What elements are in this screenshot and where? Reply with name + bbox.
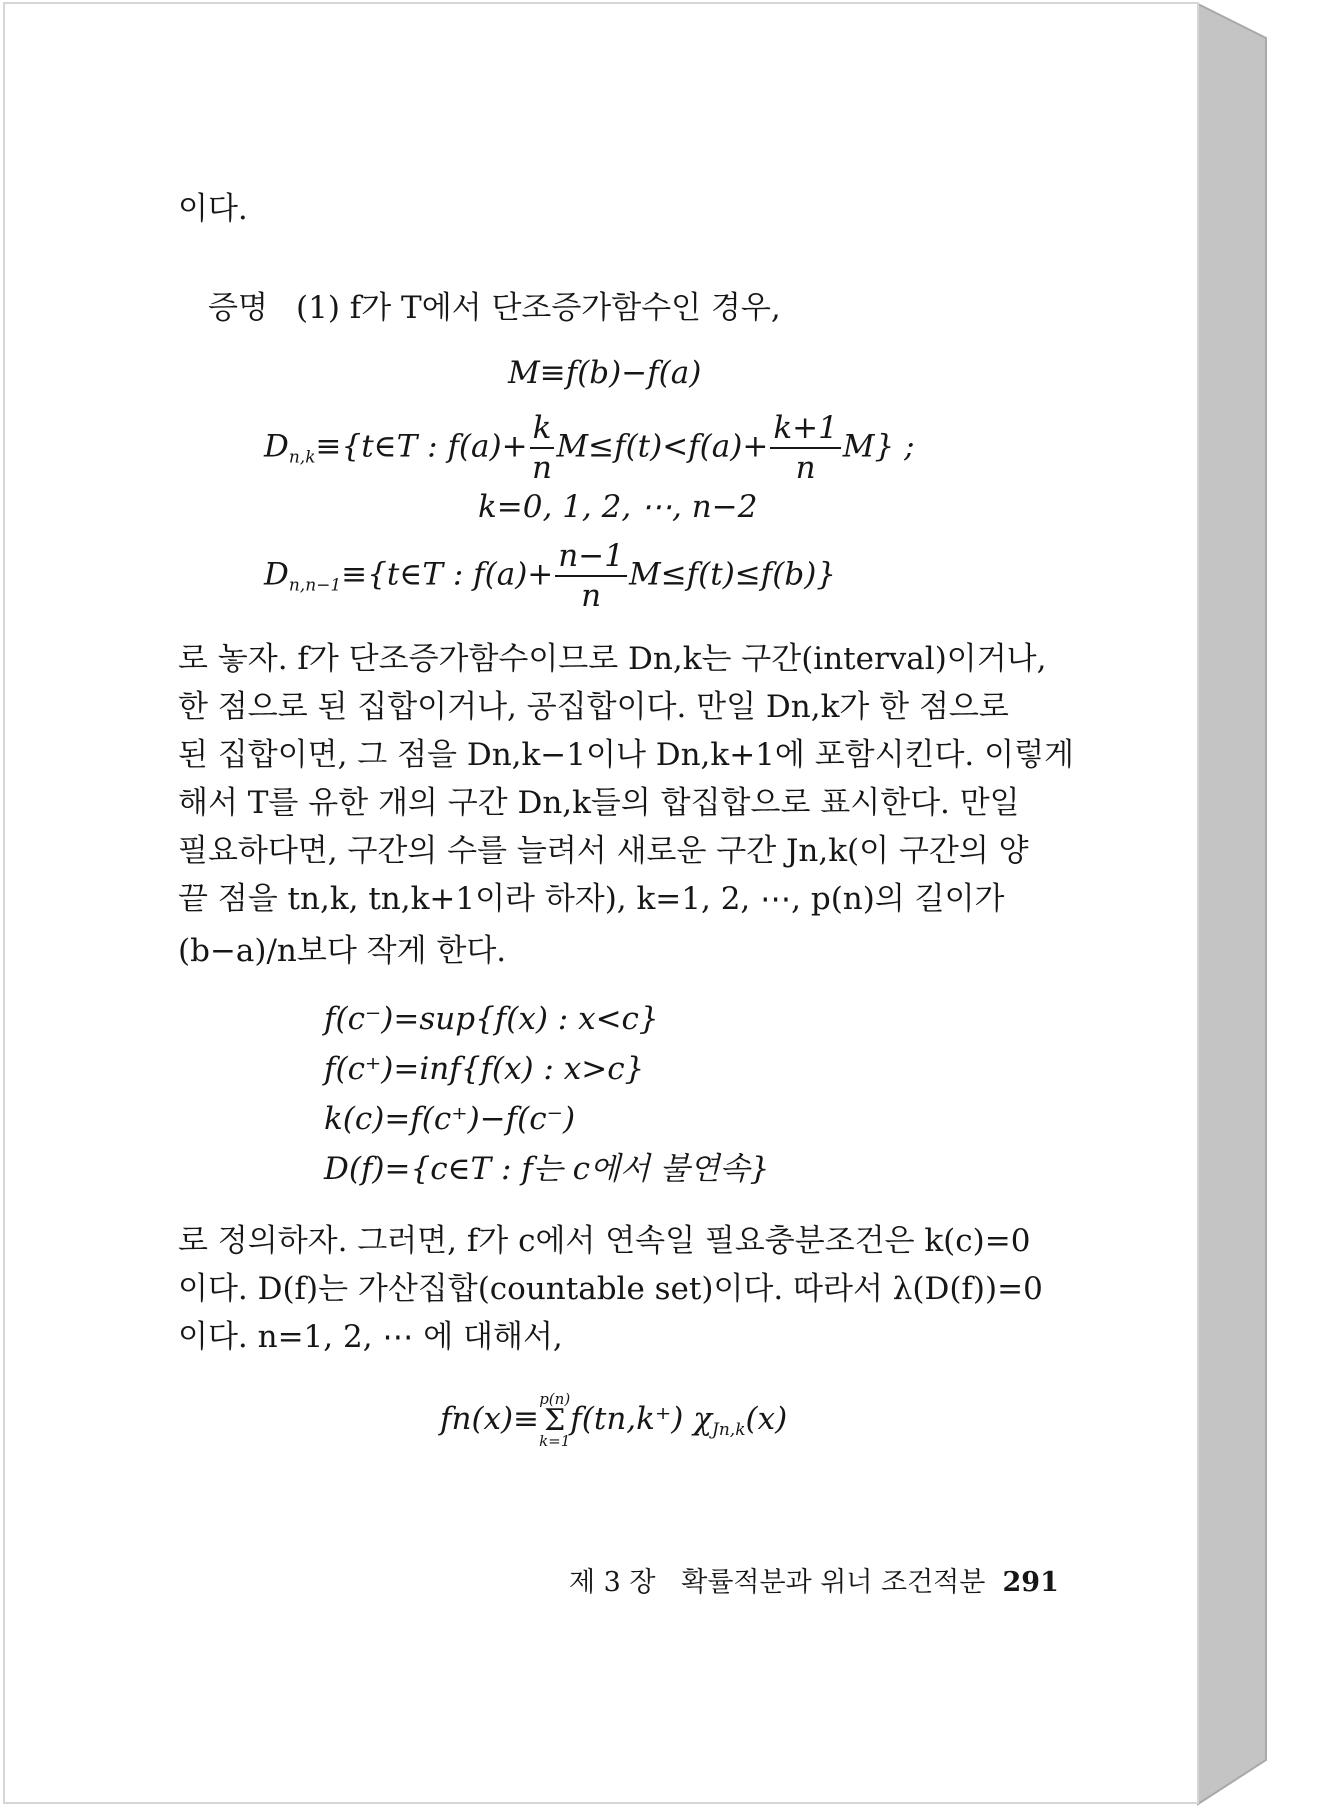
proof-label: 증명 [208,290,268,326]
proof-case-1: (1) f가 T에서 단조증가함수인 경우, [296,290,781,326]
paragraph-1-line: 된 집합이면, 그 점을 Dn,k−1이나 Dn,k+1에 포함시킨다. 이렇게 [178,737,1074,773]
summation-operator: p(n) Σ k=1 [539,1390,571,1450]
page-footer [569,1560,1059,1599]
footer-chapter: 제 3 장 [569,1567,656,1598]
definition-jump: k(c)=f(c⁺)−f(c⁻) [324,1101,576,1137]
page-number: 291 [1002,1567,1059,1598]
definition-right-limit: f(c⁺)=inf{f(x) : x>c} [324,1051,645,1087]
equation-dn-last-definition: $D_{n,n-1}\equiv\{t\in T$ : f(a)+ $\frac{n-1}{n}$ M≤f(t)≤f(b)} [264,538,837,614]
equation-k-range: k=0, 1, 2, ⋯, n−2 [478,489,758,525]
paragraph-2-line: 로 정의하자. 그러면, f가 c에서 연속일 필요충분조건은 k(c)=0 [178,1223,1031,1259]
paragraph-2-line: 이다. n=1, 2, ⋯ 에 대해서, [178,1319,563,1355]
paragraph-1-line: (b−a)/n보다 작게 한다. [178,933,507,969]
paragraph-1-line: 필요하다면, 구간의 수를 늘려서 새로운 구간 Jn,k(이 구간의 양 [178,833,1029,869]
intro-line: 이다. [178,191,248,227]
paragraph-1-line: 끝 점을 tn,k, tn,k+1이라 하자), k=1, 2, ⋯, p(n)의 길이가 [178,881,1005,917]
footer-title: 확률적분과 위너 조건적분 [681,1567,986,1598]
paragraph-1-line: 해서 T를 유한 개의 구간 Dn,k들의 합집합으로 표시한다. 만일 [178,785,1020,821]
equation-fn-sum: fn(x)≡ p(n) Σ k=1 f(tn,k⁺) $\chi_{Jn,k}(x)$ [440,1390,788,1450]
definition-left-limit: f(c⁻)=sup{f(x) : x<c} [324,1001,659,1037]
equation-m-definition: M≡f(b)−f(a) [508,355,702,391]
equation-dnk-definition: $D_{n,k}\equiv\{t\in T$ : f(a)+ $\frac{k}{n}$ M≤f(t)<f(a)+ $\frac{k+1}{n}$ M} ; [264,410,915,486]
definition-discontinuity-set: D(f)={c∈T : f는 c에서 불연속} [324,1151,770,1187]
paragraph-1-line: 로 놓자. f가 단조증가함수이므로 Dn,k는 구간(interval)이거나, [178,641,1047,677]
paragraph-2-line: 이다. D(f)는 가산집합(countable set)이다. 따라서 λ(D(f))=0 [178,1271,1043,1307]
paragraph-1-line: 한 점으로 된 집합이거나, 공집합이다. 만일 Dn,k가 한 점으로 [178,689,1009,725]
